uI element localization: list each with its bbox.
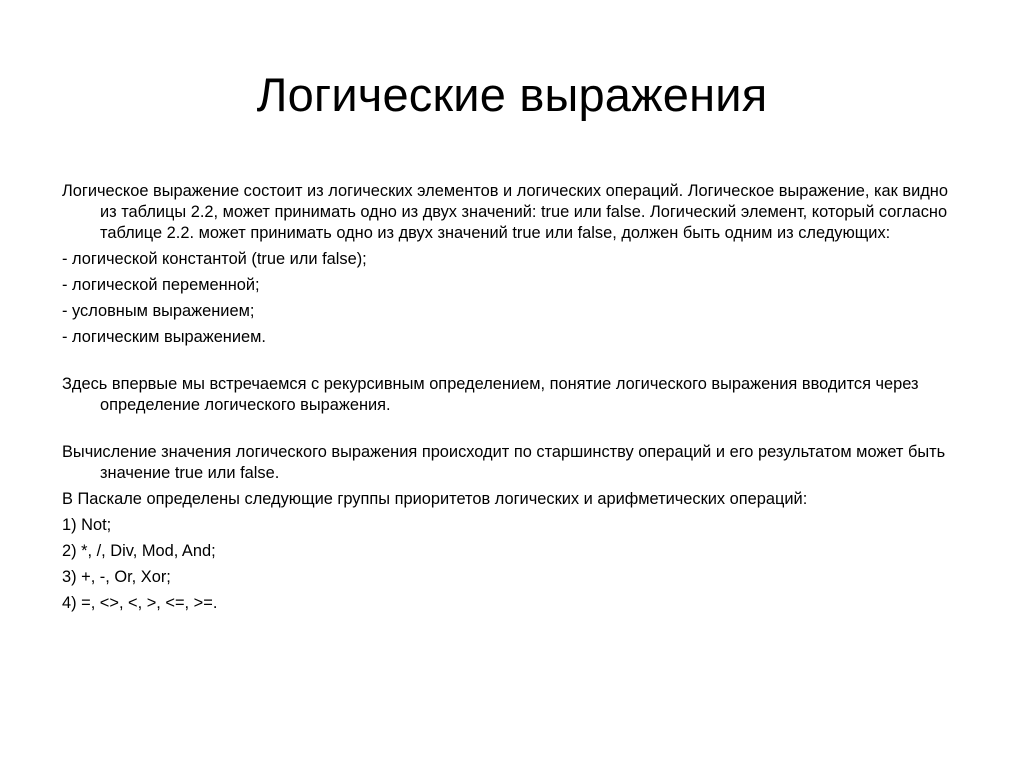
- slide-body: [62, 181, 962, 614]
- list-item-variable: - логической переменной;: [62, 276, 260, 294]
- paragraph-pascal-priorities: В Паскале определены следующие группы приоритетов логических и арифметических операций:: [62, 490, 808, 508]
- slide-title: Логические выражения: [256, 68, 768, 121]
- list-item-constant: - логической константой (true или false);: [62, 250, 367, 268]
- priority-group-1: 1) Not;: [62, 516, 112, 534]
- list-item-conditional: - условным выражением;: [62, 302, 255, 320]
- paragraph-evaluation: Вычисление значения логического выражения происходит по старшинству операций и его результатом может быть значение true или false.: [62, 443, 946, 482]
- priority-group-2: 2) *, /, Div, Mod, And;: [62, 542, 216, 560]
- priority-group-4: 4) =, <>, <, >, <=, >=.: [62, 594, 218, 612]
- priority-group-3: 3) +, -, Or, Xor;: [62, 568, 171, 586]
- paragraph-recursive-definition: Здесь впервые мы встречаемся с рекурсивным определением, понятие логического выражения вводится через определение логического выражения.: [62, 375, 919, 414]
- list-item-logical-expression: - логическим выражением.: [62, 328, 266, 346]
- paragraph-intro: Логическое выражение состоит из логических элементов и логических операций. Логическое выражение, как видно из таблицы 2.2, может принимать одно из двух значений: true или false. Логический элемент, который согласно таблице 2.2. может принимать одно из двух значений true или false, должен быть одним из следующих:: [62, 182, 948, 242]
